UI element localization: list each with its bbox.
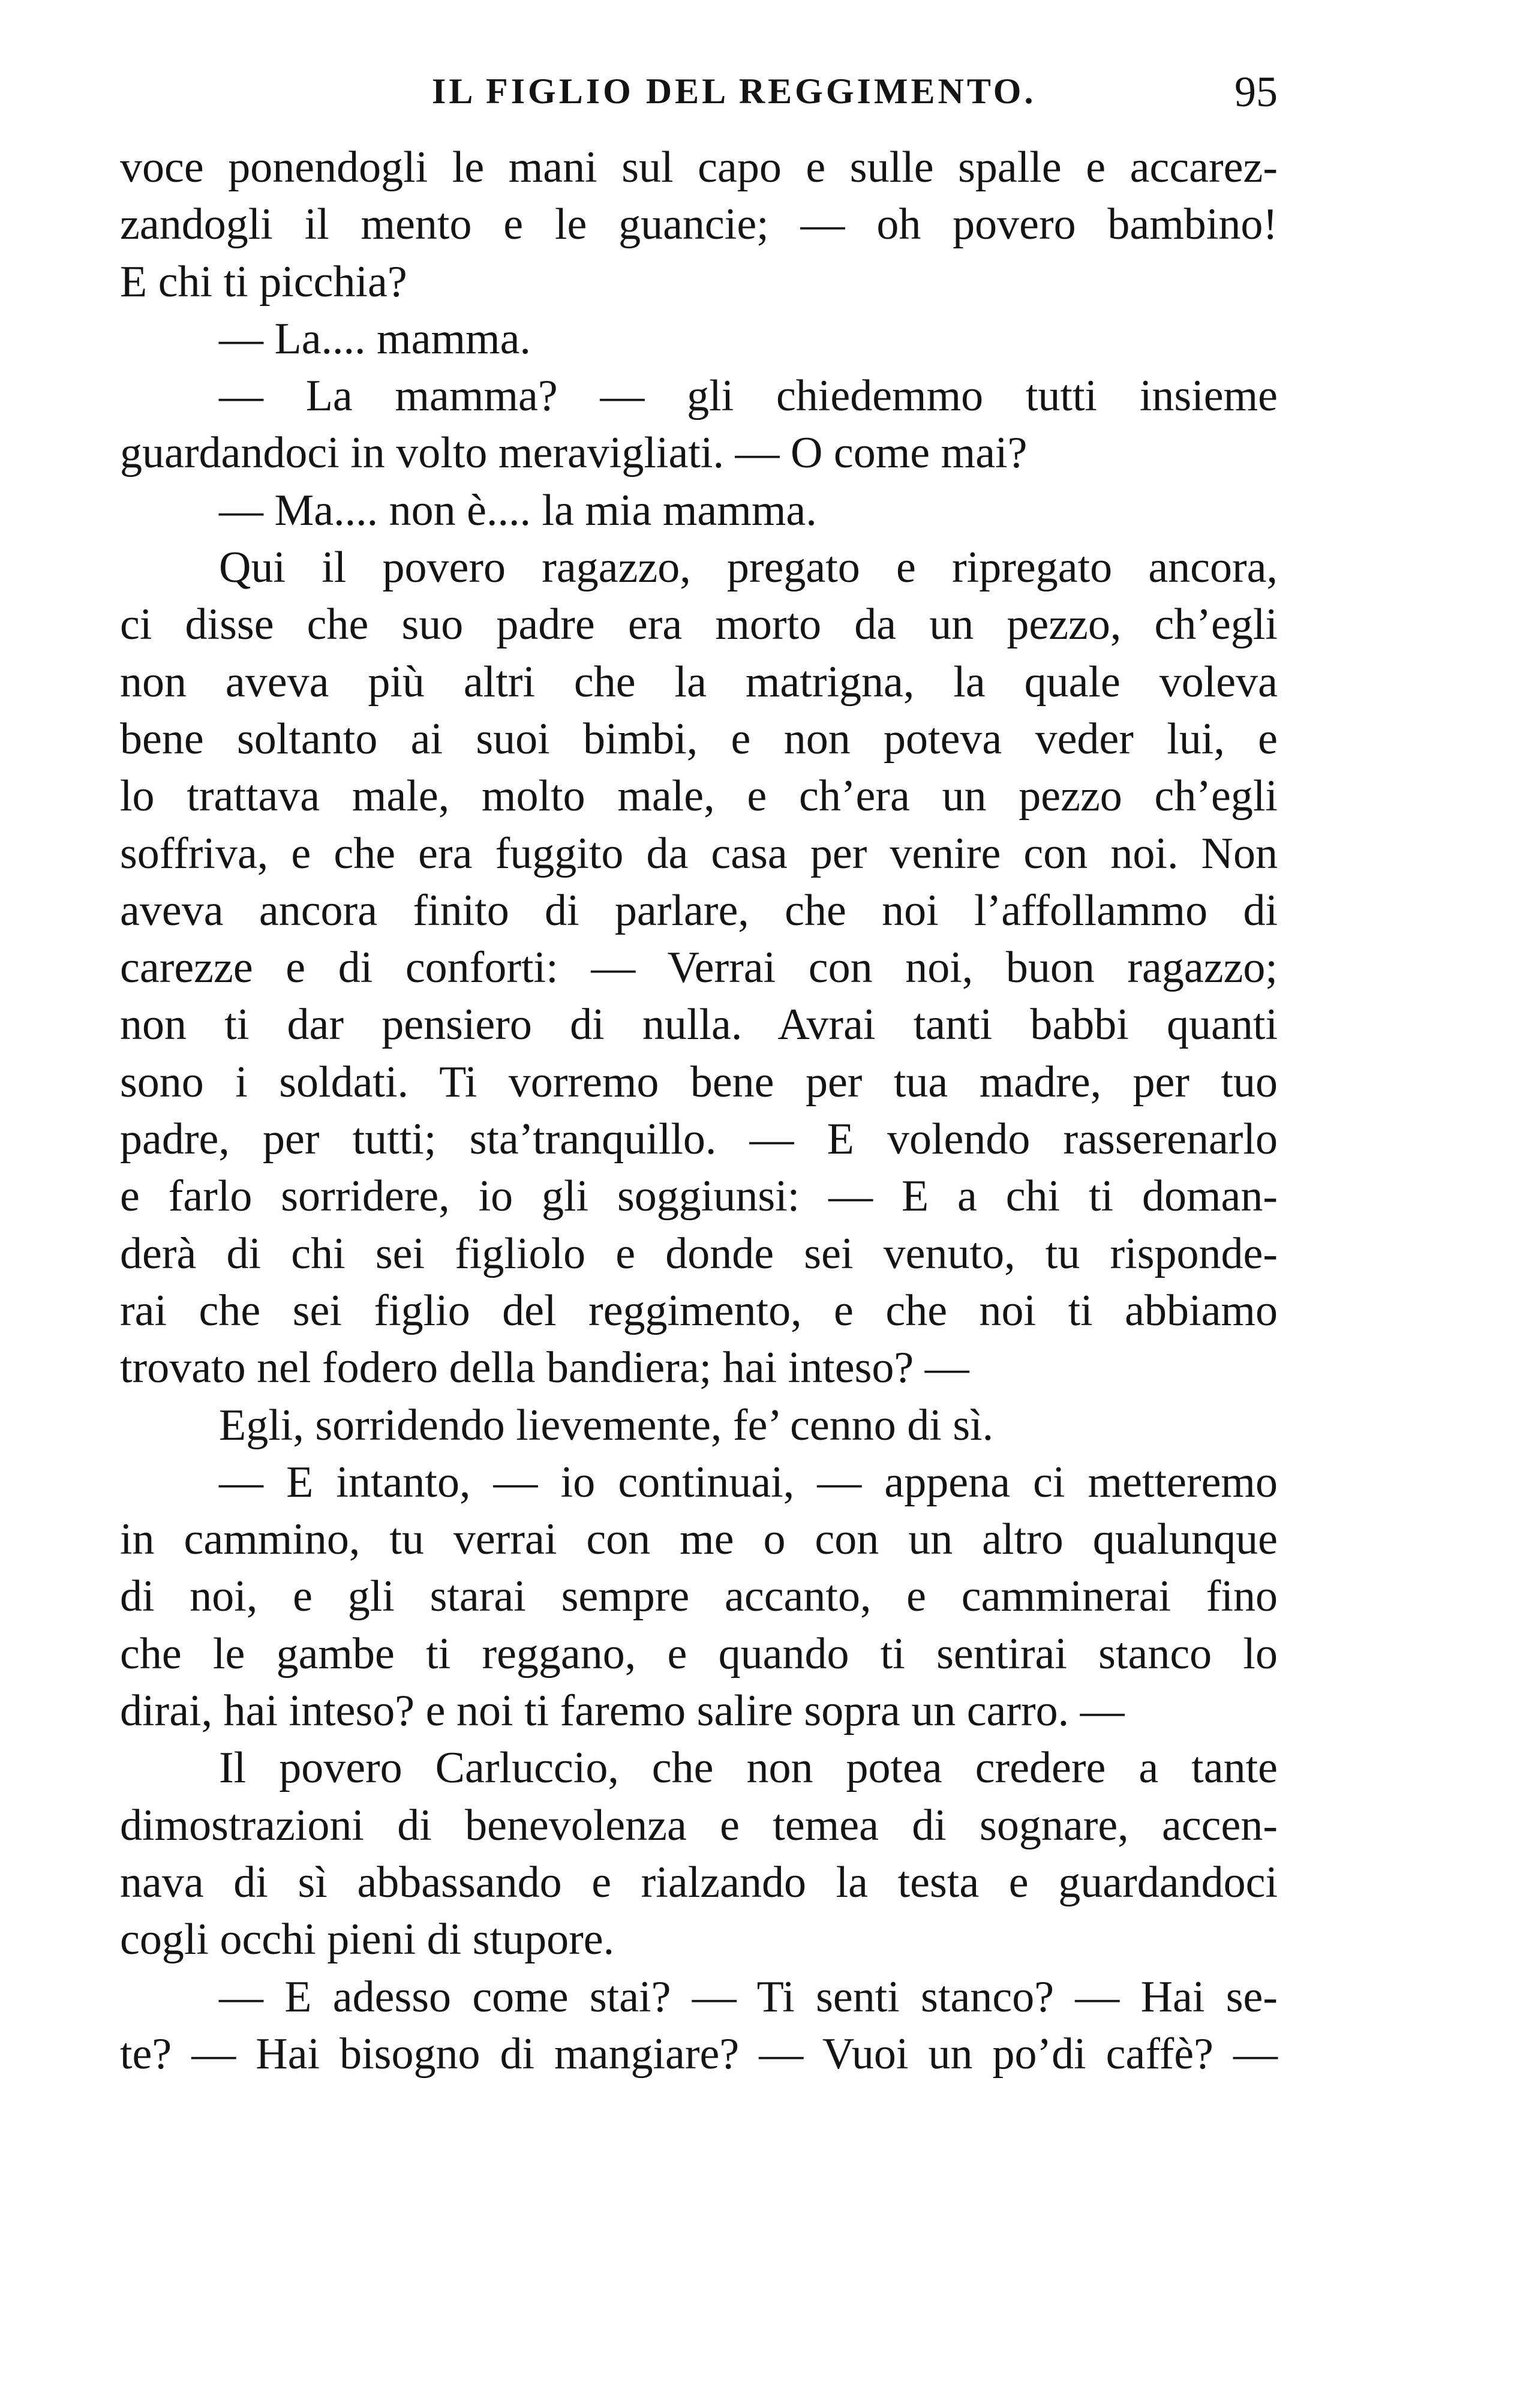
text-line: carezze e di conforti: — Verrai con noi, buon ragazzo; (120, 943, 1278, 993)
text-line: non ti dar pensiero di nulla. Avrai tanti babbi quanti (120, 1000, 1278, 1050)
text-line: Il povero Carluccio, che non potea credere a tante (219, 1743, 1278, 1793)
text-line: Qui il povero ragazzo, pregato e ripregato ancora, (219, 543, 1278, 593)
text-line: sono i soldati. Ti vorremo bene per tua madre, per tuo (120, 1057, 1278, 1107)
page-number: 95 (1234, 68, 1278, 116)
text-line: nava di sì abbassando e rialzando la testa e guardandoci (120, 1857, 1278, 1907)
text-line: guardandoci in volto meravigliati. — O come mai? (120, 428, 1028, 478)
text-line: padre, per tutti; sta’tranquillo. — E volendo rasserenarlo (120, 1115, 1278, 1164)
text-line: cogli occhi pieni di stupore. (120, 1915, 615, 1965)
text-line: E chi ti picchia? (120, 257, 407, 307)
text-line: te? — Hai bisogno di mangiare? — Vuoi un po’di caffè? — (120, 2029, 1278, 2079)
text-line: derà di chi sei figliolo e donde sei venuto, tu risponde- (120, 1229, 1278, 1278)
text-line: lo trattava male, molto male, e ch’era un pezzo ch’egli (120, 771, 1278, 821)
text-line: non aveva più altri che la matrigna, la quale voleva (120, 657, 1278, 707)
text-line: e farlo sorridere, io gli soggiunsi: — E a chi ti doman- (120, 1172, 1278, 1221)
text-line: dirai, hai inteso? e noi ti faremo salire sopra un carro. — (120, 1686, 1125, 1736)
text-line: rai che sei figlio del reggimento, e che noi ti abbiamo (120, 1286, 1278, 1335)
text-line: dimostrazioni di benevolenza e temea di sognare, accen- (120, 1800, 1278, 1850)
text-line: — La.... mamma. (219, 314, 531, 364)
text-line: Egli, sorridendo lievemente, fe’ cenno di sì. (219, 1400, 994, 1450)
body-text (120, 139, 1278, 2083)
text-line: — E intanto, — io continuai, — appena ci metteremo (219, 1457, 1278, 1507)
text-line: zandogli il mento e le guancie; — oh povero bambino! (120, 200, 1278, 250)
text-line: — Ma.... non è.... la mia mamma. (219, 485, 817, 535)
text-line: ci disse che suo padre era morto da un pezzo, ch’egli (120, 600, 1278, 650)
text-line: voce ponendogli le mani sul capo e sulle spalle e accarez- (120, 143, 1278, 192)
text-line: trovato nel fodero della bandiera; hai inteso? — (120, 1343, 969, 1393)
text-line: soffriva, e che era fuggito da casa per venire con noi. Non (120, 828, 1278, 878)
text-line: in cammino, tu verrai con me o con un altro qualunque (120, 1515, 1278, 1565)
text-line: che le gambe ti reggano, e quando ti sentirai stanco lo (120, 1629, 1278, 1679)
running-head (120, 68, 1278, 125)
text-line: aveva ancora finito di parlare, che noi l’affollammo di (120, 885, 1278, 935)
text-line: — E adesso come stai? — Ti senti stanco? — Hai se- (219, 1972, 1278, 2022)
running-head-title: IL FIGLIO DEL REGGIMENTO. (432, 71, 1037, 111)
text-line: — La mamma? — gli chiedemmo tutti insieme (219, 371, 1278, 421)
text-line: di noi, e gli starai sempre accanto, e camminerai fino (120, 1572, 1278, 1622)
text-line: bene soltanto ai suoi bimbi, e non poteva veder lui, e (120, 714, 1278, 764)
